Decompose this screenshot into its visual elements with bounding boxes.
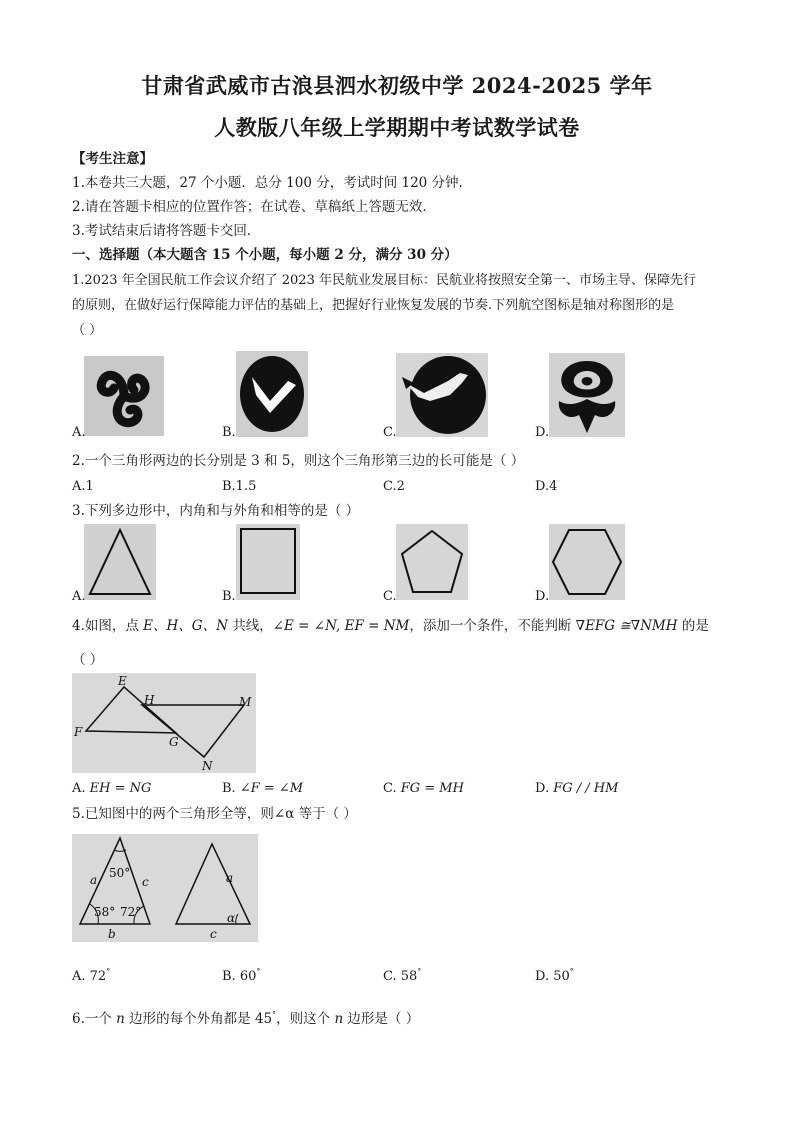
- q1-icon-d-ornament: [549, 353, 625, 437]
- q4-option-d-prefix: D.: [535, 781, 554, 796]
- q4-paren: （ ）: [72, 652, 104, 668]
- notice-heading: 【考生注意】: [72, 151, 153, 167]
- q3-triangle-figure: [84, 524, 156, 600]
- q5-option-a: [72, 964, 110, 985]
- q5-stem: 5.已知图中的两个三角形全等，则∠α 等于（ ）: [72, 806, 357, 822]
- q6-mid: 边形的每个外角都是 45: [124, 1011, 273, 1027]
- q1-option-b: B.: [222, 425, 236, 440]
- q4-option-a-math: EH = NG: [89, 781, 152, 796]
- q1-icon-b-swallow: [236, 351, 308, 437]
- q2-stem: 2.一个三角形两边的长分别是 3 和 5，则这个三角形第三边的长可能是（ ）: [72, 453, 525, 469]
- q2-option-b: B.1.5: [222, 479, 257, 494]
- q3-stem: 3.下列多边形中，内角和与外角和相等的是（ ）: [72, 503, 360, 519]
- q4-label-g: G: [169, 735, 179, 749]
- q4-stem-prefix: 4.如图，点: [72, 618, 144, 634]
- q4-stem-mid: 共线，: [227, 618, 273, 634]
- q3-hexagon-figure: [549, 524, 625, 600]
- q4-option-b: [222, 781, 303, 797]
- q1-line-3: （ ）: [72, 323, 103, 338]
- q4-option-c: [383, 781, 464, 797]
- q6-deg: °: [272, 1010, 277, 1019]
- q5-angle-58: 58°: [94, 905, 116, 919]
- q2-option-d: D.4: [535, 479, 558, 494]
- notice-item-2: 2.请在答题卡相应的位置作答；在试卷、草稿纸上答题无效．: [72, 199, 436, 215]
- q4-label-f: F: [74, 725, 83, 739]
- q5-option-a-label: A. 72: [72, 969, 107, 984]
- q5-option-b: [222, 964, 260, 985]
- q5-angle-72: 72°: [120, 905, 142, 919]
- q5-option-c-deg: °: [417, 967, 422, 976]
- q4-label-e: E: [118, 674, 127, 688]
- q5-option-d: [535, 964, 574, 985]
- q4-figure: [72, 673, 256, 773]
- q3-option-c: C.: [383, 589, 397, 604]
- q4-label-h: H: [144, 693, 155, 707]
- q4-option-d: [535, 781, 618, 797]
- q1-line-1: 1.2023 年全国民航工作会议介绍了 2023 年民航业发展目标：民航业将按照安全第一、市场主导、保障先行: [72, 273, 696, 288]
- q6-prefix: 6.一个: [72, 1011, 117, 1027]
- q3-option-b: B.: [222, 589, 236, 604]
- q3-option-a: A.: [72, 589, 86, 604]
- q4-option-a-prefix: A.: [72, 781, 90, 796]
- q1-option-d: D.: [535, 425, 550, 440]
- q3-option-d: D.: [535, 589, 550, 604]
- q4-option-b-prefix: B.: [222, 781, 240, 796]
- q4-option-c-math: FG = MH: [400, 781, 464, 796]
- q6-n-1: n: [116, 1011, 125, 1027]
- q3-pentagon-figure: [396, 524, 468, 600]
- q4-option-c-prefix: C.: [383, 781, 401, 796]
- q5-option-c-label: C. 58: [383, 969, 418, 984]
- q5-angle-50: 50°: [109, 866, 131, 880]
- q5-option-c: [383, 964, 421, 985]
- q5-option-d-deg: °: [569, 967, 574, 976]
- q1-option-a: A.: [72, 425, 86, 440]
- q4-option-a: [72, 781, 151, 797]
- q5-right-side-c: c: [210, 927, 217, 941]
- section1-heading: 一、选择题（本大题含 15 个小题，每小题 2 分，满分 30 分）: [72, 247, 458, 263]
- notice-item-1: 1.本卷共三大题，27 个小题．总分 100 分，考试时间 120 分钟．: [72, 175, 473, 191]
- q5-figure: [72, 834, 258, 942]
- q5-alpha: α: [227, 911, 236, 925]
- q5-side-b: b: [108, 927, 116, 941]
- q5-option-d-label: D. 50: [535, 969, 570, 984]
- q4-stem: [72, 617, 709, 635]
- q1-line-2: 的原则，在做好运行保障能力评估的基础上，把握好行业恢复发展的节奏.下列航空图标是轴对称图形的是: [72, 298, 675, 313]
- q6-n-2: n: [334, 1011, 344, 1027]
- q5-side-a: a: [90, 873, 98, 887]
- exam-title-line2: 人教版八年级上学期期中考试数学试卷: [214, 115, 580, 140]
- q5-right-side-a: a: [226, 871, 234, 885]
- q2-option-a: A.1: [72, 479, 94, 494]
- q4-condition: ∠E = ∠N, EF = NM: [272, 618, 410, 634]
- q4-stem-suffix: 的是: [677, 618, 709, 634]
- q1-option-c: C.: [383, 425, 397, 440]
- q5-option-a-deg: °: [106, 967, 111, 976]
- q2-option-c: C.2: [383, 479, 405, 494]
- q3-rectangle-figure: [236, 524, 300, 600]
- q5-side-c: c: [142, 875, 149, 889]
- q6-mid2: ，则这个: [276, 1011, 335, 1027]
- q5-option-b-deg: °: [256, 967, 261, 976]
- q5-option-b-label: B. 60: [222, 969, 257, 984]
- q1-icon-a-triskele: [84, 356, 164, 436]
- q4-congruence: ∇EFG ≅∇NMH: [575, 618, 678, 634]
- q4-points: E、H、G、N: [143, 618, 228, 634]
- q4-label-n: N: [202, 759, 213, 773]
- notice-item-3: 3.考试结束后请将答题卡交回．: [72, 223, 261, 239]
- q4-label-m: M: [239, 695, 252, 709]
- exam-title-line1: 甘肃省武威市古浪县泗水初级中学 2024-2025 学年: [141, 73, 653, 98]
- q4-option-b-math: ∠F = ∠M: [239, 781, 304, 796]
- q4-option-d-math: FG / / HM: [553, 781, 619, 796]
- q6-stem: [72, 1006, 419, 1028]
- q1-icon-c-bird-circle: [396, 353, 488, 437]
- q4-stem-mid2: ，添加一个条件，不能判断: [409, 618, 576, 634]
- q6-suffix: 边形是（ ）: [343, 1011, 420, 1027]
